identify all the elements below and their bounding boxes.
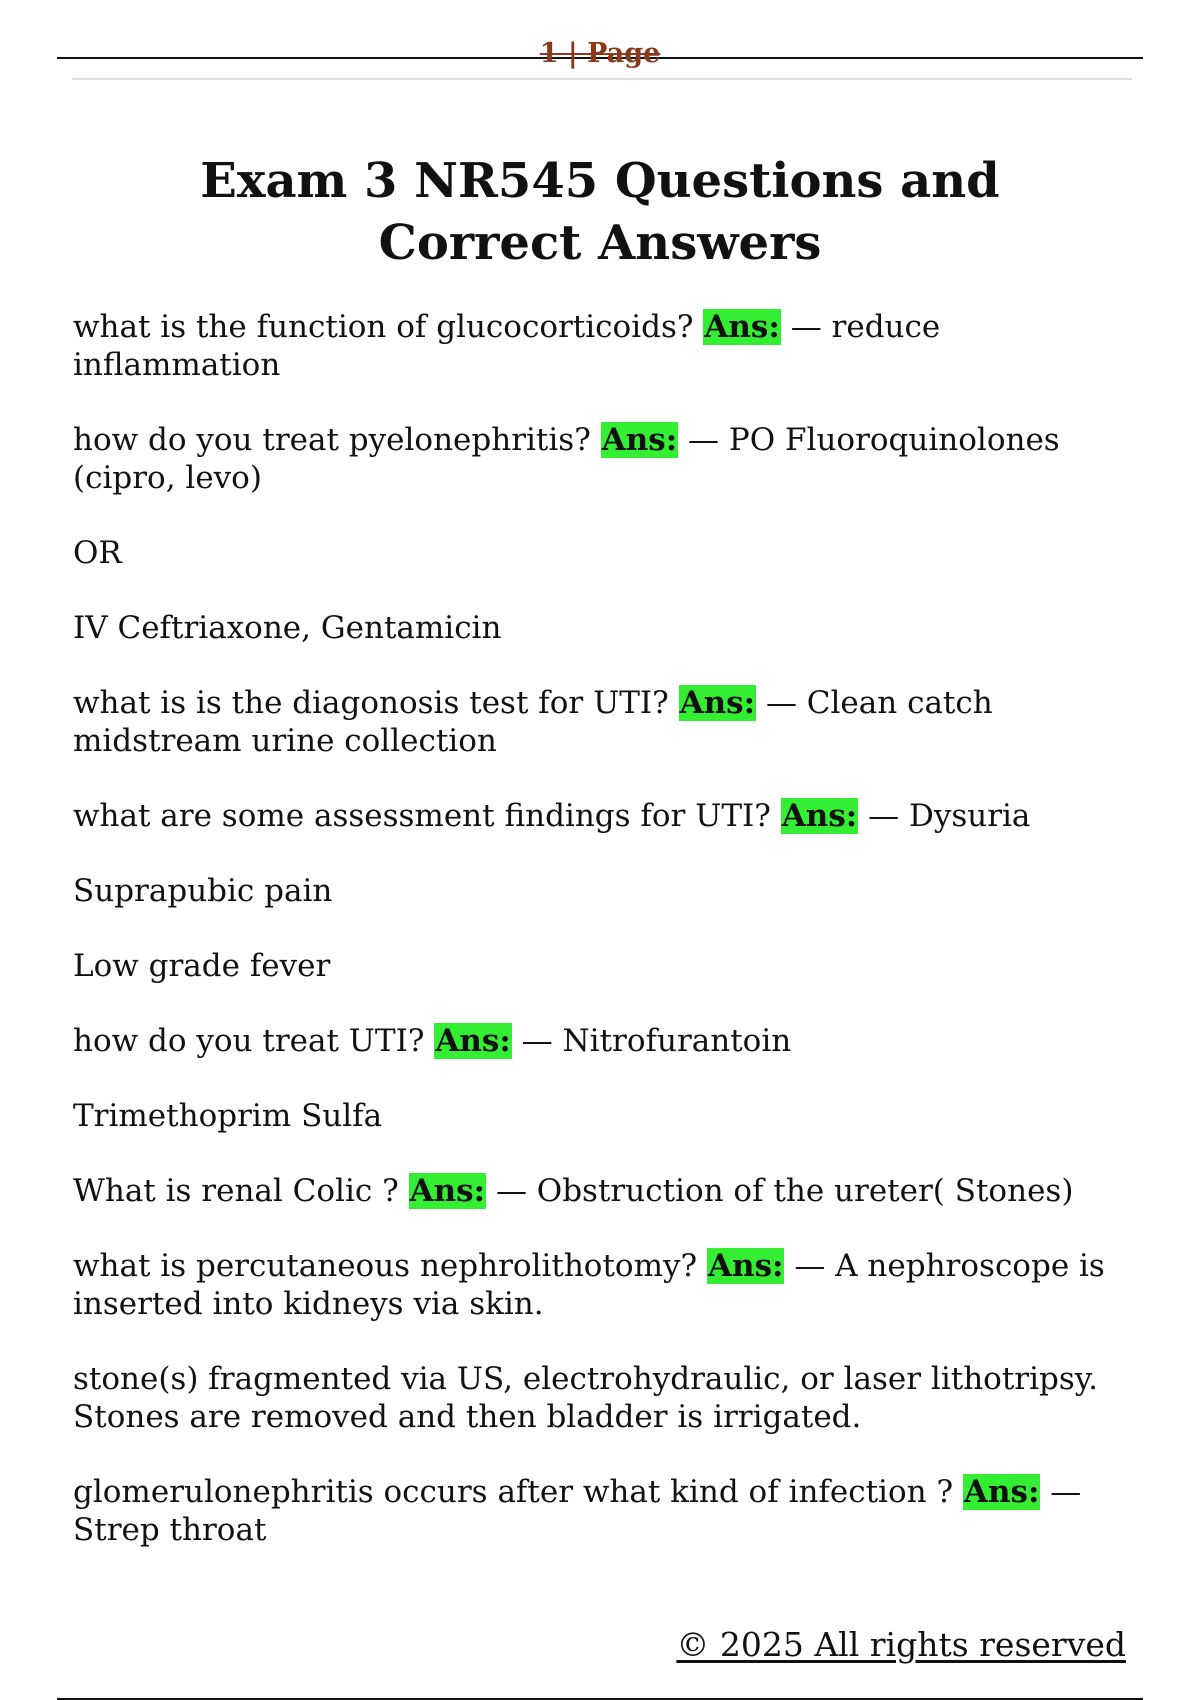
answer-text: — Dysuria [858, 798, 1031, 834]
answer-text: — Clean catch midstream urine collection [73, 685, 993, 759]
answer-label: Ans: [704, 309, 780, 345]
text-paragraph [73, 609, 1133, 647]
qa-paragraph [73, 1473, 1133, 1549]
qa-content [73, 308, 1133, 1586]
answer-text: — Nitrofurantoin [511, 1023, 792, 1059]
qa-paragraph [73, 308, 1133, 384]
body-text: stone(s) fragmented via US, electrohydraulic, or laser lithotripsy. Stones are removed and then bladder is irrigated. [73, 1361, 1099, 1435]
answer-label: Ans: [963, 1474, 1040, 1510]
question-text: glomerulonephritis occurs after what kind of infection ? [73, 1474, 963, 1510]
text-paragraph [73, 1360, 1133, 1436]
question-text: what is is the diagonosis test for UTI? [73, 685, 679, 721]
answer-text: — Obstruction of the ureter( Stones) [486, 1173, 1074, 1209]
question-text: how do you treat pyelonephritis? [73, 422, 601, 458]
answer-text: — PO Fluoroquinolones (cipro, levo) [73, 422, 1060, 496]
body-text: OR [73, 535, 122, 571]
page-number: 1 | Page [539, 38, 661, 69]
answer-text: — Strep throat [73, 1474, 1082, 1548]
question-text: what are some assessment findings for UTI? [73, 798, 781, 834]
body-text: Trimethoprim Sulfa [73, 1098, 383, 1134]
answer-label: Ans: [601, 422, 678, 458]
text-paragraph [73, 534, 1133, 572]
answer-text: — A nephroscope is inserted into kidneys via skin. [73, 1248, 1105, 1322]
text-paragraph [73, 872, 1133, 910]
question-text: what is the function of glucocorticoids? [73, 309, 704, 345]
qa-paragraph [73, 684, 1133, 760]
body-text: Suprapubic pain [73, 873, 333, 909]
qa-paragraph [73, 1247, 1133, 1323]
question-text: What is renal Colic ? [73, 1173, 409, 1209]
qa-paragraph [73, 1172, 1133, 1210]
answer-label: Ans: [435, 1023, 511, 1059]
qa-paragraph [73, 421, 1133, 497]
question-text: what is percutaneous nephrolithotomy? [73, 1248, 707, 1284]
body-text: IV Ceftriaxone, Gentamicin [73, 610, 502, 646]
qa-paragraph [73, 1022, 1133, 1060]
answer-label: Ans: [679, 685, 756, 721]
text-paragraph [73, 947, 1133, 985]
copyright-footer: © 2025 All rights reserved [676, 1625, 1126, 1664]
document-title: Exam 3 NR545 Questions and Correct Answers [200, 153, 1000, 271]
question-text: how do you treat UTI? [73, 1023, 435, 1059]
body-text: Low grade fever [73, 948, 331, 984]
answer-text: — reduce inflammation [73, 309, 941, 383]
header-rule-secondary [72, 78, 1132, 80]
text-paragraph [73, 1097, 1133, 1135]
answer-label: Ans: [781, 798, 858, 834]
answer-label: Ans: [409, 1173, 486, 1209]
answer-label: Ans: [707, 1248, 784, 1284]
qa-paragraph [73, 797, 1133, 835]
